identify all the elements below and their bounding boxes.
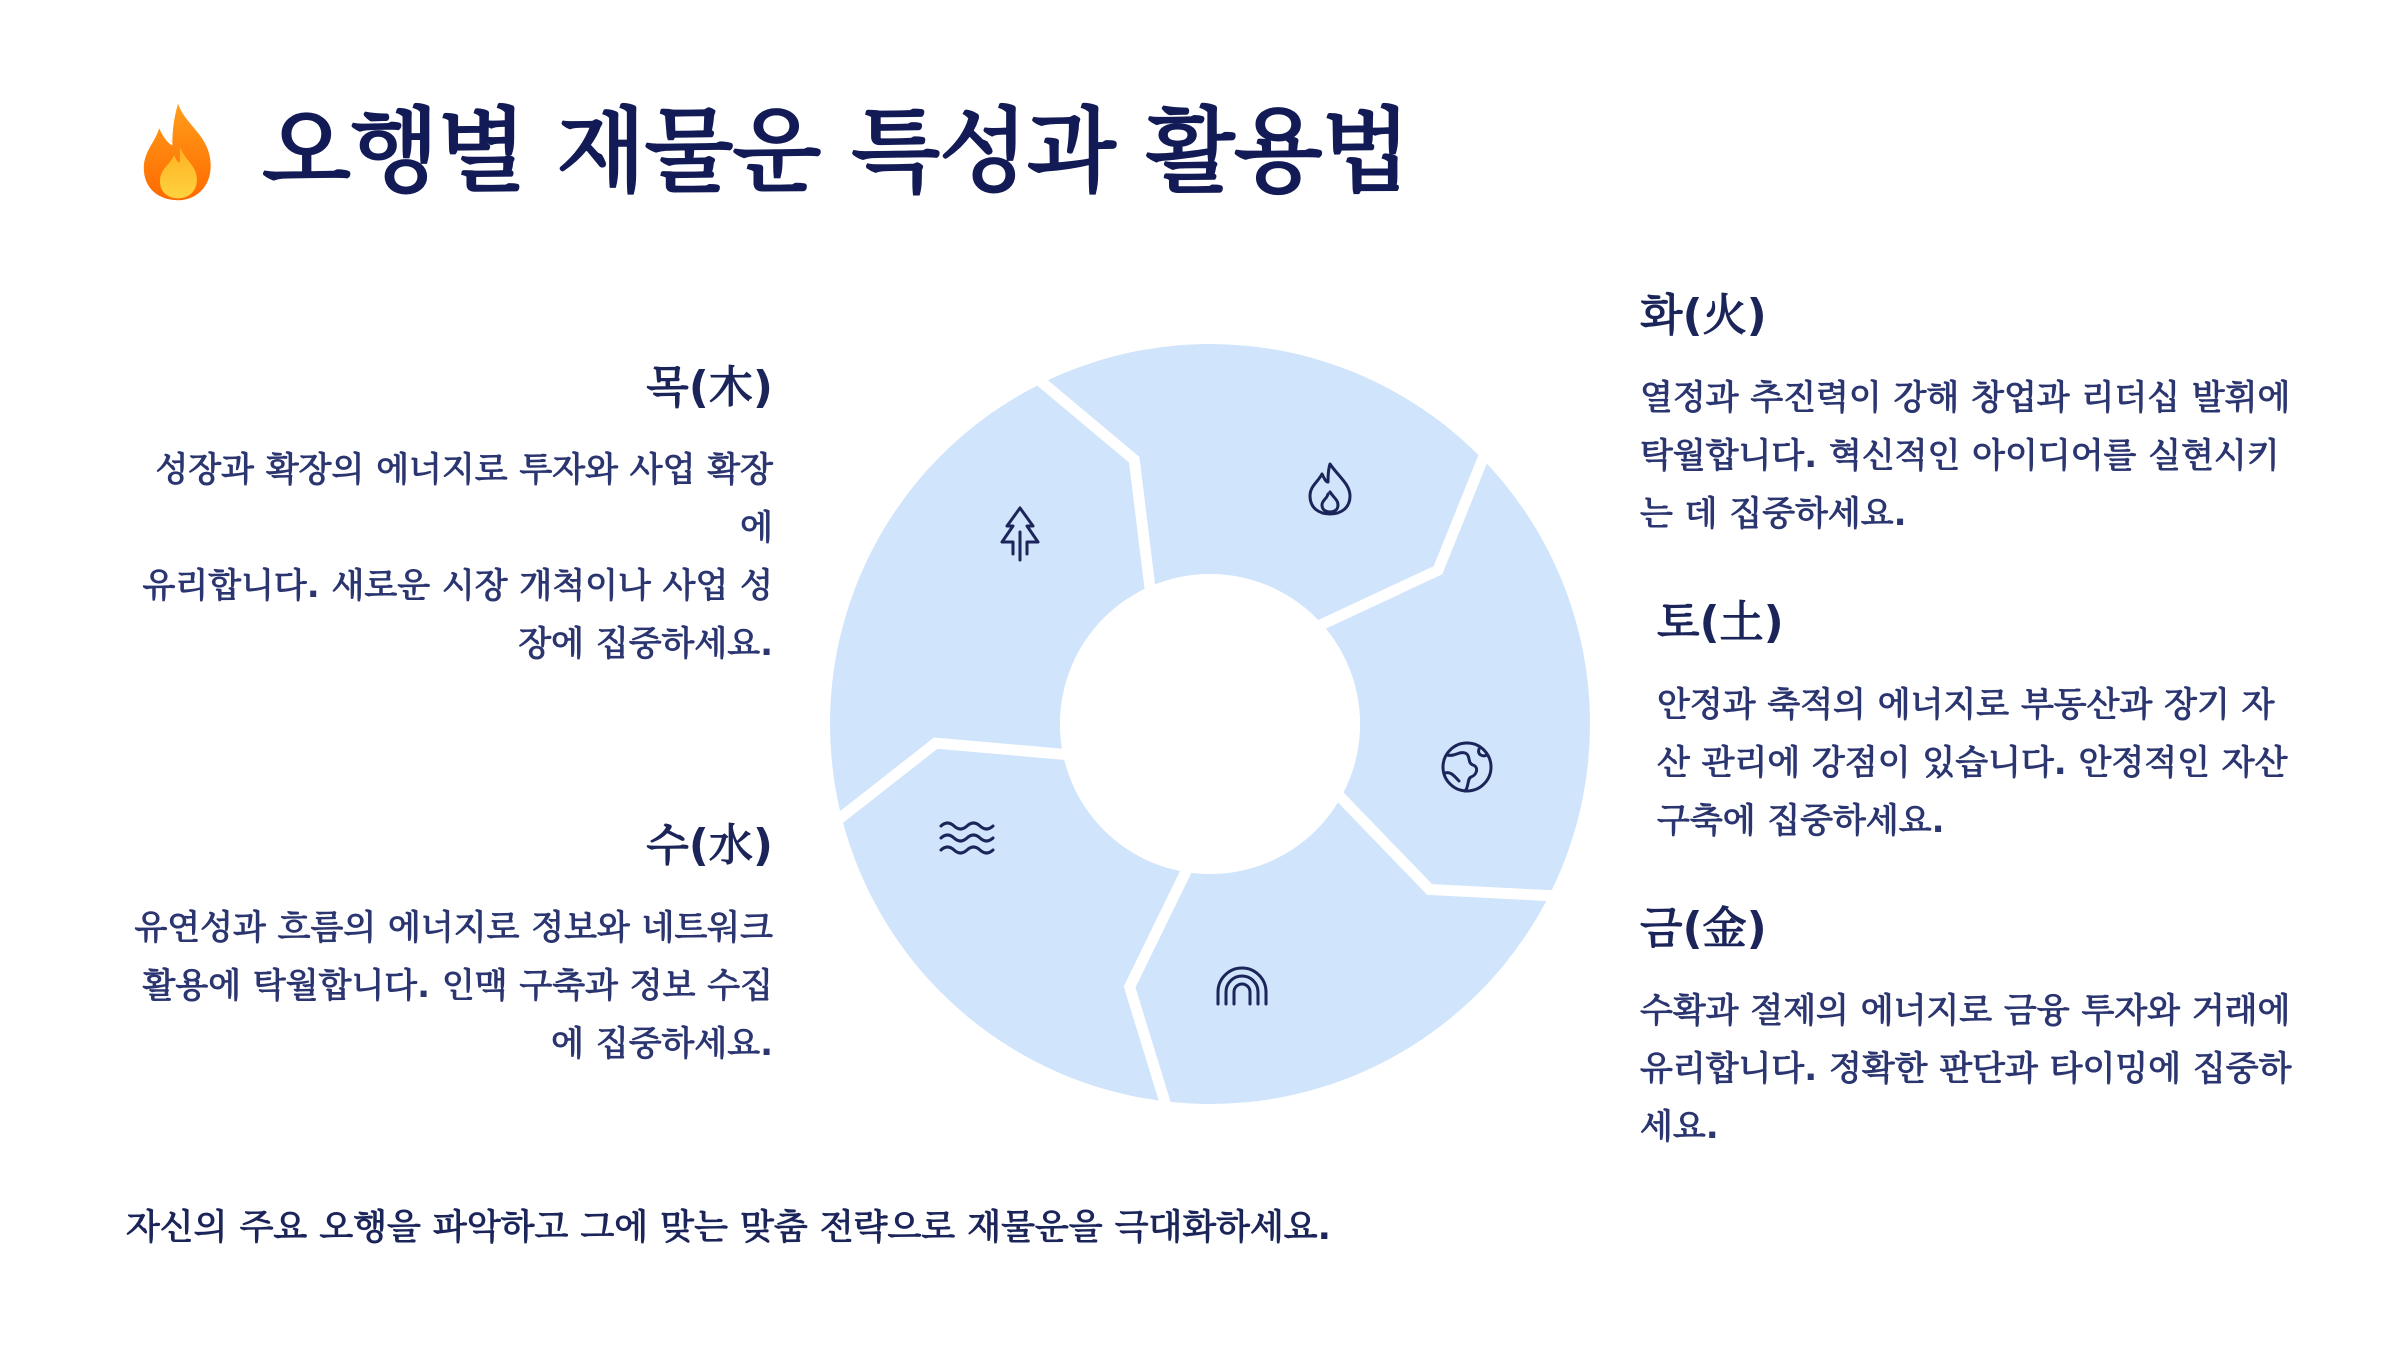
element-block-to <box>1657 597 2317 850</box>
element-description-line: 구축에 집중하세요. <box>1657 800 1945 841</box>
element-description-line: 활용에 탁월합니다. 인맥 구축과 정보 수집 <box>142 965 773 1006</box>
element-heading: 토(土) <box>1657 597 1784 648</box>
element-heading: 목(木) <box>646 362 773 413</box>
footer-summary: 자신의 주요 오행을 파악하고 그에 맞는 맞춤 전략으로 재물운을 극대화하세요. <box>126 1208 1331 1248</box>
element-description-line: 에 집중하세요. <box>551 1023 773 1064</box>
element-block-su <box>123 820 773 1073</box>
element-description-line: 유리합니다. 정확한 판단과 타이밍에 집중하 <box>1640 1048 2292 1089</box>
element-block-hwa <box>1640 290 2300 543</box>
element-description-line: 유연성과 흐름의 에너지로 정보와 네트워크 <box>134 907 773 948</box>
element-description-line: 는 데 집중하세요. <box>1640 493 1907 534</box>
element-block-geum <box>1640 903 2300 1156</box>
page-title-text: 오행별 재물운 특성과 활용법 <box>262 98 1410 205</box>
element-heading: 화(火) <box>1640 290 1767 341</box>
cycle-center <box>1060 574 1360 874</box>
element-description-line: 탁월합니다. 혁신적인 아이디어를 실현시키 <box>1640 435 2280 476</box>
element-description-line: 유리합니다. 새로운 시장 개척이나 사업 성 <box>142 565 773 606</box>
element-description-line: 산 관리에 강점이 있습니다. 안정적인 자산 <box>1657 742 2288 783</box>
element-description-line: 장에 집중하세요. <box>518 623 773 664</box>
element-heading: 수(水) <box>646 820 773 871</box>
element-description-line: 열정과 추진력이 강해 창업과 리더십 발휘에 <box>1640 377 2291 418</box>
element-description-line: 수확과 절제의 에너지로 금융 투자와 거래에 <box>1640 990 2291 1031</box>
element-heading: 금(金) <box>1640 903 1767 954</box>
element-block-mok <box>123 362 773 673</box>
element-description-line: 성장과 확장의 에너지로 투자와 사업 확장에 <box>155 449 773 548</box>
element-description-line: 안정과 축적의 에너지로 부동산과 장기 자 <box>1657 684 2275 725</box>
element-description-line: 세요. <box>1640 1106 1719 1147</box>
